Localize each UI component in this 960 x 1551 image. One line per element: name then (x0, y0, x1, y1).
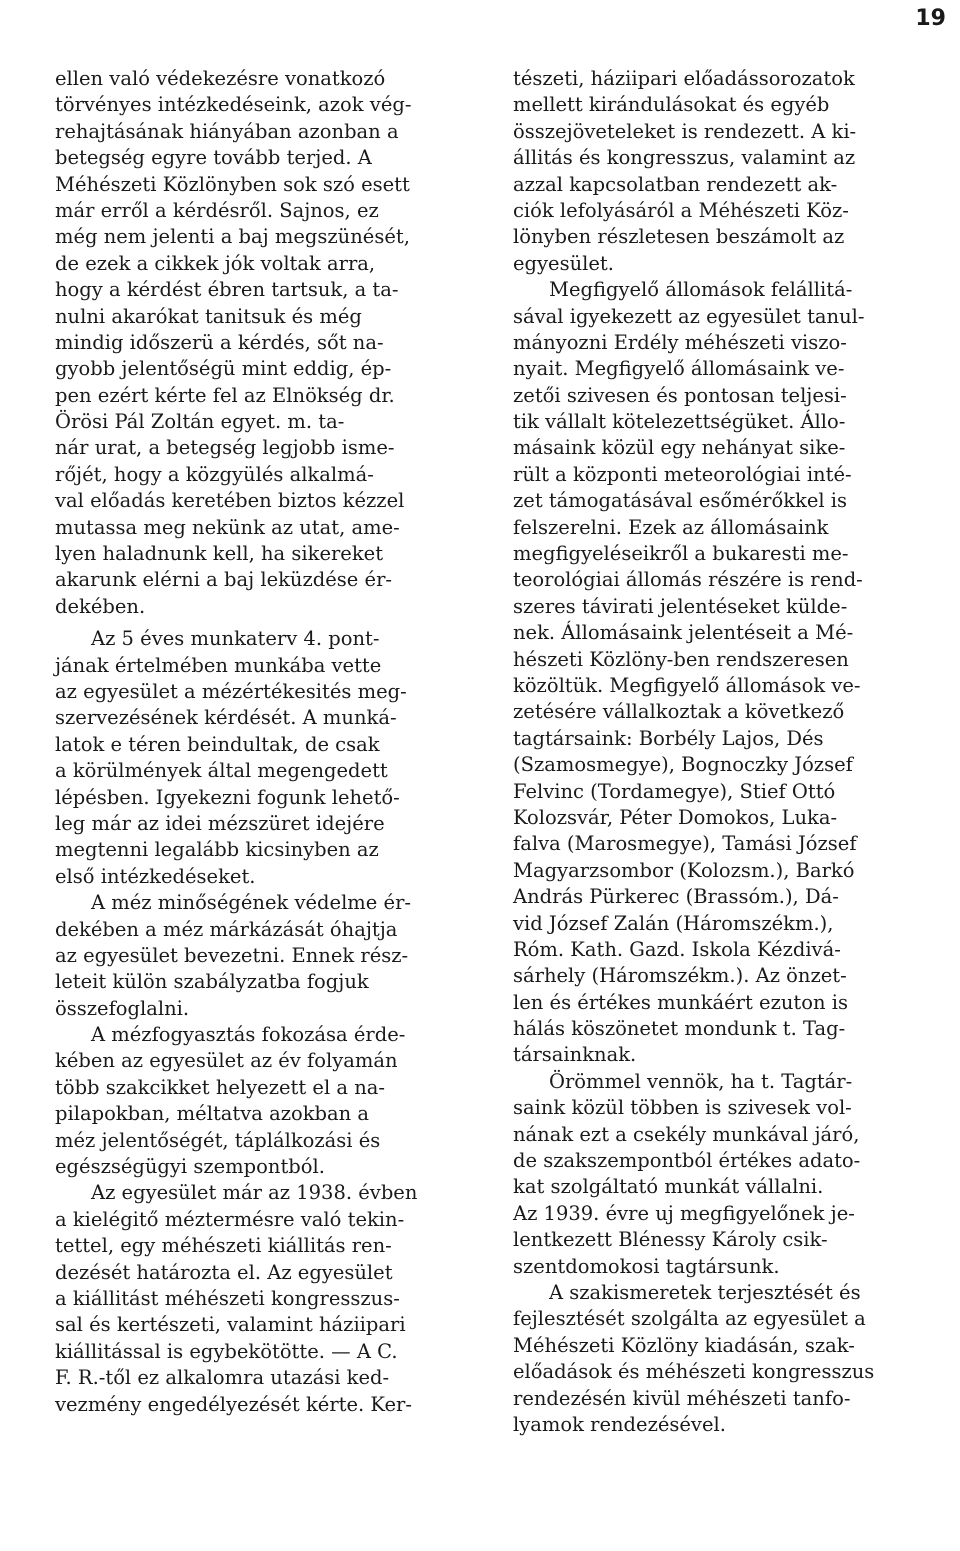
text-line: latok e téren beindultak, de csak (55, 732, 380, 756)
text-line: állitás és kongresszus, valamint az (513, 146, 856, 170)
text-line: val előadás keretében biztos kézzel (55, 489, 405, 513)
text-line: a kiállitást méhészeti kongresszus- (55, 1286, 400, 1310)
text-line: mindig időszerü a kérdés, sőt na- (55, 330, 384, 354)
text-line: leg már az idei mézszüret idejére (55, 811, 385, 835)
text-line: a kielégitő méztermésre való tekin- (55, 1207, 405, 1231)
text-line: összejöveteleket is rendezett. A ki- (513, 119, 857, 143)
text-line: lentkezett Blénessy Károly csik- (513, 1228, 828, 1252)
text-line: felszerelni. Ezek az állomásaink (513, 515, 829, 539)
text-line: kiállitással is egybekötötte. — A C. (55, 1339, 398, 1363)
text-line: falva (Marosmegye), Tamási József (513, 832, 857, 856)
text-line: sával igyekezett az egyesület tanul- (513, 304, 865, 328)
text-line: dekében a méz márkázását óhajtja (55, 917, 398, 941)
text-line: de szakszempontból értékes adato- (513, 1149, 861, 1173)
text-line: kat szolgáltató munkát vállalni. (513, 1175, 824, 1199)
text-line: akarunk elérni a baj leküzdése ér- (55, 568, 392, 592)
text-line: ciók lefolyásáról a Méhészeti Köz- (513, 198, 849, 222)
text-line: gyobb jelentőségü mint eddig, ép- (55, 357, 392, 381)
text-line: Felvinc (Tordamegye), Stief Ottó (513, 779, 836, 803)
text-line: mellett kirándulásokat és egyéb (513, 93, 830, 117)
text-line: A szakismeretek terjesztését és (549, 1280, 861, 1304)
text-line: pilapokban, méltatva azokban a (55, 1102, 370, 1126)
text-line: dezését határozta el. Az egyesület (55, 1260, 393, 1284)
text-line: Örösi Pál Zoltán egyet. m. ta- (55, 410, 345, 434)
text-line: rült a központi meteorológiai inté- (513, 462, 852, 486)
text-line: lépésben. Igyekezni fogunk lehető- (55, 785, 400, 809)
text-line: sárhely (Háromszékm.). Az önzet- (513, 964, 847, 988)
text-line: másaink közül egy nehányat sike- (513, 436, 846, 460)
text-line: rőjét, hogy a közgyülés alkalmá- (55, 462, 374, 486)
text-line: vid József Zalán (Háromszékm.), (513, 911, 834, 935)
text-line: mányozni Erdély méhészeti viszo- (513, 330, 847, 354)
text-line: nulni akarókat tanitsuk és még (55, 304, 362, 328)
text-line: megtenni legalább kicsinyben az (55, 838, 379, 862)
text-line: társainknak. (513, 1043, 637, 1067)
text-line: A mézfogyasztás fokozása érde- (91, 1023, 406, 1047)
text-line: vezmény engedélyezését kérte. Ker- (55, 1392, 412, 1416)
text-line: szentdomokosi tagtársunk. (513, 1254, 780, 1278)
text-line: rehajtásának hiányában azonban a (55, 119, 399, 143)
text-line: de ezek a cikkek jók voltak arra, (55, 251, 376, 275)
text-line: több szakcikket helyezett el a na- (55, 1075, 385, 1099)
text-line: Örömmel vennök, ha t. Tagtár- (549, 1069, 853, 1093)
text-line: megfigyeléseikről a bukaresti me- (513, 542, 849, 566)
text-line: tagtársaink: Borbély Lajos, Dés (513, 726, 824, 750)
text-line: nának ezt a csekély munkával járó, (513, 1122, 860, 1146)
left-column (55, 66, 475, 1418)
text-line: sal és kertészeti, valamint háziipari (55, 1313, 406, 1337)
text-line: szervezésének kérdését. A munká- (55, 706, 397, 730)
right-column (513, 66, 933, 1438)
text-line: betegség egyre tovább terjed. A (55, 146, 372, 170)
text-line: az egyesület bevezetni. Ennek rész- (55, 943, 409, 967)
text-line: saink közül többen is szivesek vol- (513, 1096, 852, 1120)
text-line: még nem jelenti a baj megszünését, (55, 225, 410, 249)
text-line: Az egyesület már az 1938. évben (91, 1181, 418, 1205)
text-line: lyamok rendezésével. (513, 1412, 726, 1436)
text-line: zet támogatásával esőmérőkkel is (513, 489, 848, 513)
text-line: hogy a kérdést ébren tartsuk, a ta- (55, 278, 399, 302)
text-line: nár urat, a betegség legjobb isme- (55, 436, 395, 460)
text-line: első intézkedéseket. (55, 864, 256, 888)
text-line: az egyesület a mézértékesités meg- (55, 679, 407, 703)
text-line: dekében. (55, 594, 146, 618)
text-line: lyen haladnunk kell, ha sikereket (55, 542, 384, 566)
text-line: (Szamosmegye), Bognoczky József (513, 753, 853, 777)
text-line: Kolozsvár, Péter Domokos, Luka- (513, 805, 838, 829)
text-line: mutassa meg nekünk az utat, ame- (55, 515, 400, 539)
text-line: szeres távirati jelentéseket külde- (513, 594, 848, 618)
text-line: egészségügyi szempontból. (55, 1155, 325, 1179)
text-line: A méz minőségének védelme ér- (91, 891, 411, 915)
text-line: Az 1939. évre uj megfigyelőnek je- (513, 1201, 855, 1225)
text-line: előadások és méhészeti kongresszus (513, 1360, 875, 1384)
text-line: zetői szivesen és pontosan teljesi- (513, 383, 847, 407)
text-line: zetésére vállalkoztak a következő (513, 700, 845, 724)
text-line: a körülmények által megengedett (55, 759, 388, 783)
text-line: Az 5 éves munkaterv 4. pont- (91, 627, 380, 651)
text-line: Méhészeti Közlönyben sok szó esett (55, 172, 410, 196)
text-line: összefoglalni. (55, 996, 190, 1020)
page-number: 19 (915, 6, 946, 31)
text-line: Méhészeti Közlöny kiadásán, szak- (513, 1333, 855, 1357)
text-line: fejlesztését szolgálta az egyesület a (513, 1307, 866, 1331)
text-line: hészeti Közlöny-ben rendszeresen (513, 647, 849, 671)
text-line: tészeti, háziipari előadássorozatok (513, 67, 855, 90)
text-line: jának értelmében munkába vette (55, 653, 382, 677)
text-line: ellen való védekezésre vonatkozó (55, 67, 386, 90)
text-line: Magyarzsombor (Kolozsm.), Barkó (513, 858, 855, 882)
text-line: tik vállalt kötelezettségüket. Állo- (513, 410, 846, 434)
text-line: lönyben részletesen beszámolt az (513, 225, 845, 249)
text-line: teorológiai állomás részére is rend- (513, 568, 863, 592)
text-line: F. R.-től ez alkalomra utazási ked- (55, 1366, 390, 1390)
text-line: rendezésén kivül méhészeti tanfo- (513, 1386, 851, 1410)
text-line: kében az egyesület az év folyamán (55, 1049, 398, 1073)
text-line: nyait. Megfigyelő állomásaink ve- (513, 357, 845, 381)
text-line: Megfigyelő állomások felállitá- (549, 278, 853, 302)
text-line: törvényes intézkedéseink, azok vég- (55, 93, 412, 117)
text-line: leteit külön szabályzatba fogjuk (55, 970, 369, 994)
text-line: tettel, egy méhészeti kiállitás ren- (55, 1234, 392, 1258)
text-line: len és értékes munkáért ezuton is (513, 990, 848, 1014)
text-line: hálás köszönetet mondunk t. Tag- (513, 1017, 846, 1041)
text-line: Róm. Kath. Gazd. Iskola Kézdivá- (513, 937, 841, 961)
text-line: nek. Állomásaink jelentéseit a Mé- (513, 621, 854, 645)
text-line: közöltük. Megfigyelő állomások ve- (513, 673, 861, 697)
text-line: méz jelentőségét, táplálkozási és (55, 1128, 381, 1152)
text-line: már erről a kérdésről. Sajnos, ez (55, 198, 379, 222)
text-line: András Pürkerec (Brassóm.), Dá- (513, 885, 839, 909)
text-line: azzal kapcsolatban rendezett ak- (513, 172, 838, 196)
text-line: pen ezért kérte fel az Elnökség dr. (55, 383, 395, 407)
text-line: egyesület. (513, 251, 614, 275)
